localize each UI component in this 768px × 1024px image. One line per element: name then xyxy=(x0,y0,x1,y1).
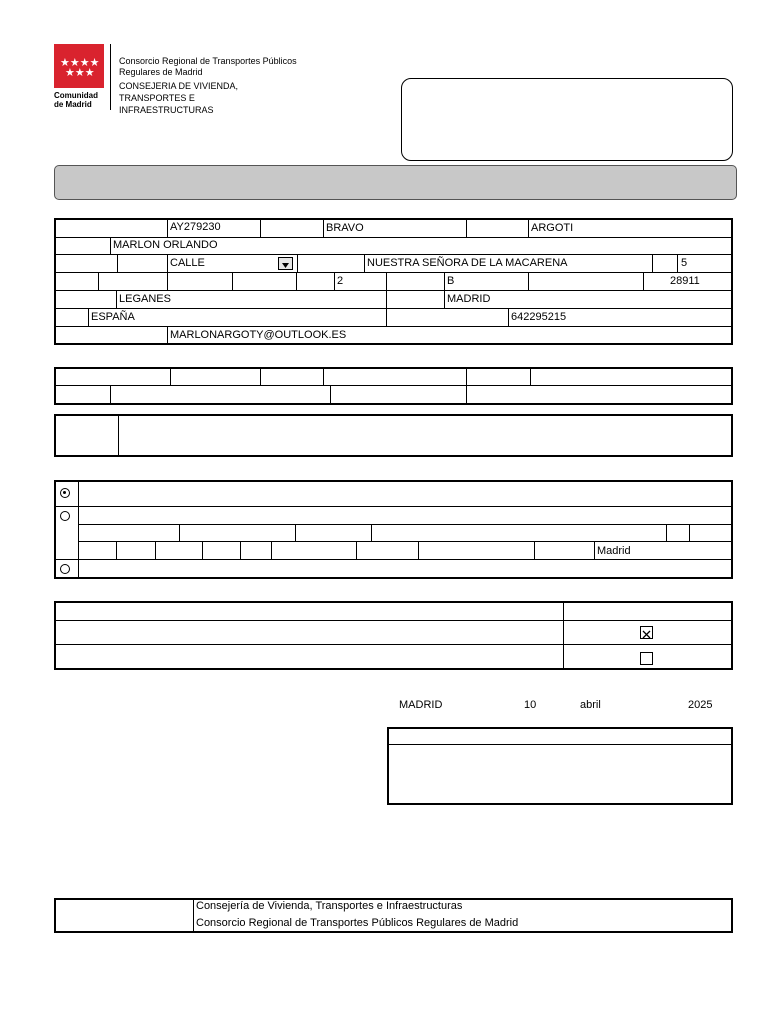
signature-box[interactable] xyxy=(387,727,733,805)
form-title-bar xyxy=(54,165,737,200)
first-surname[interactable]: BRAVO xyxy=(326,222,364,234)
street-type[interactable]: CALLE xyxy=(170,257,205,269)
province[interactable]: MADRID xyxy=(447,293,491,305)
svg-text:★★★★: ★★★★ xyxy=(60,56,100,69)
notification-option-1-radio[interactable] xyxy=(60,488,70,498)
signature-day[interactable]: 10 xyxy=(524,699,537,711)
document-number[interactable]: AY279230 xyxy=(170,221,221,233)
signature-year[interactable]: 2025 xyxy=(688,699,713,711)
phone[interactable]: 642295215 xyxy=(511,311,567,323)
street-number[interactable]: 5 xyxy=(681,257,688,269)
dept-line-2: TRANSPORTES E xyxy=(119,93,195,103)
logo-flag xyxy=(54,44,104,88)
logo-text-2: de Madrid xyxy=(54,100,92,109)
dept-line-3: INFRAESTRUCTURAS xyxy=(119,105,214,115)
second-surname[interactable]: ARGOTI xyxy=(531,222,574,234)
country[interactable]: ESPAÑA xyxy=(91,311,135,323)
signature-month[interactable]: abril xyxy=(580,699,601,711)
signature-place[interactable]: MADRID xyxy=(399,699,443,711)
notification-option-2-radio[interactable] xyxy=(60,511,70,521)
postal-code[interactable]: 28911 xyxy=(670,275,700,287)
door[interactable]: B xyxy=(447,275,455,287)
email[interactable]: MARLONARGOTY@OUTLOOK.ES xyxy=(170,329,347,341)
street-type-dropdown[interactable] xyxy=(278,257,293,270)
org-line-1: Consorcio Regional de Transportes Públicos xyxy=(119,56,297,66)
representative-table xyxy=(54,367,733,405)
registry-stamp-box xyxy=(401,78,733,161)
notification-option-3-radio[interactable] xyxy=(60,564,70,574)
consent-table xyxy=(54,601,733,670)
given-name[interactable]: MARLON ORLANDO xyxy=(113,239,218,251)
logo-text-1: Comunidad xyxy=(54,91,98,100)
street-name[interactable]: NUESTRA SEÑORA DE LA MACARENA xyxy=(367,257,568,269)
comunidad-madrid-logo xyxy=(54,44,104,110)
municipality[interactable]: LEGANES xyxy=(119,293,171,305)
svg-text:★★★: ★★★ xyxy=(65,66,95,79)
consent-checkbox-2[interactable] xyxy=(640,652,653,665)
request-box xyxy=(54,414,733,457)
x-checkbox-icon xyxy=(641,629,652,640)
header-divider xyxy=(110,44,111,110)
dept-block xyxy=(119,81,299,115)
dept-line-1: CONSEJERIA DE VIVIENDA, xyxy=(119,81,239,91)
notification-table xyxy=(54,480,733,579)
star-icon xyxy=(54,44,104,88)
footer-line-1: Consejería de Vivienda, Transportes e Infraestructuras xyxy=(196,900,463,912)
chevron-down-icon xyxy=(279,260,292,271)
footer-line-2: Consorcio Regional de Transportes Públicos Regulares de Madrid xyxy=(196,917,519,929)
floor[interactable]: 2 xyxy=(337,275,344,287)
notification-province[interactable]: Madrid xyxy=(597,545,631,557)
org-line-2: Regulares de Madrid xyxy=(119,67,203,77)
consent-checkbox-1[interactable] xyxy=(640,626,653,639)
